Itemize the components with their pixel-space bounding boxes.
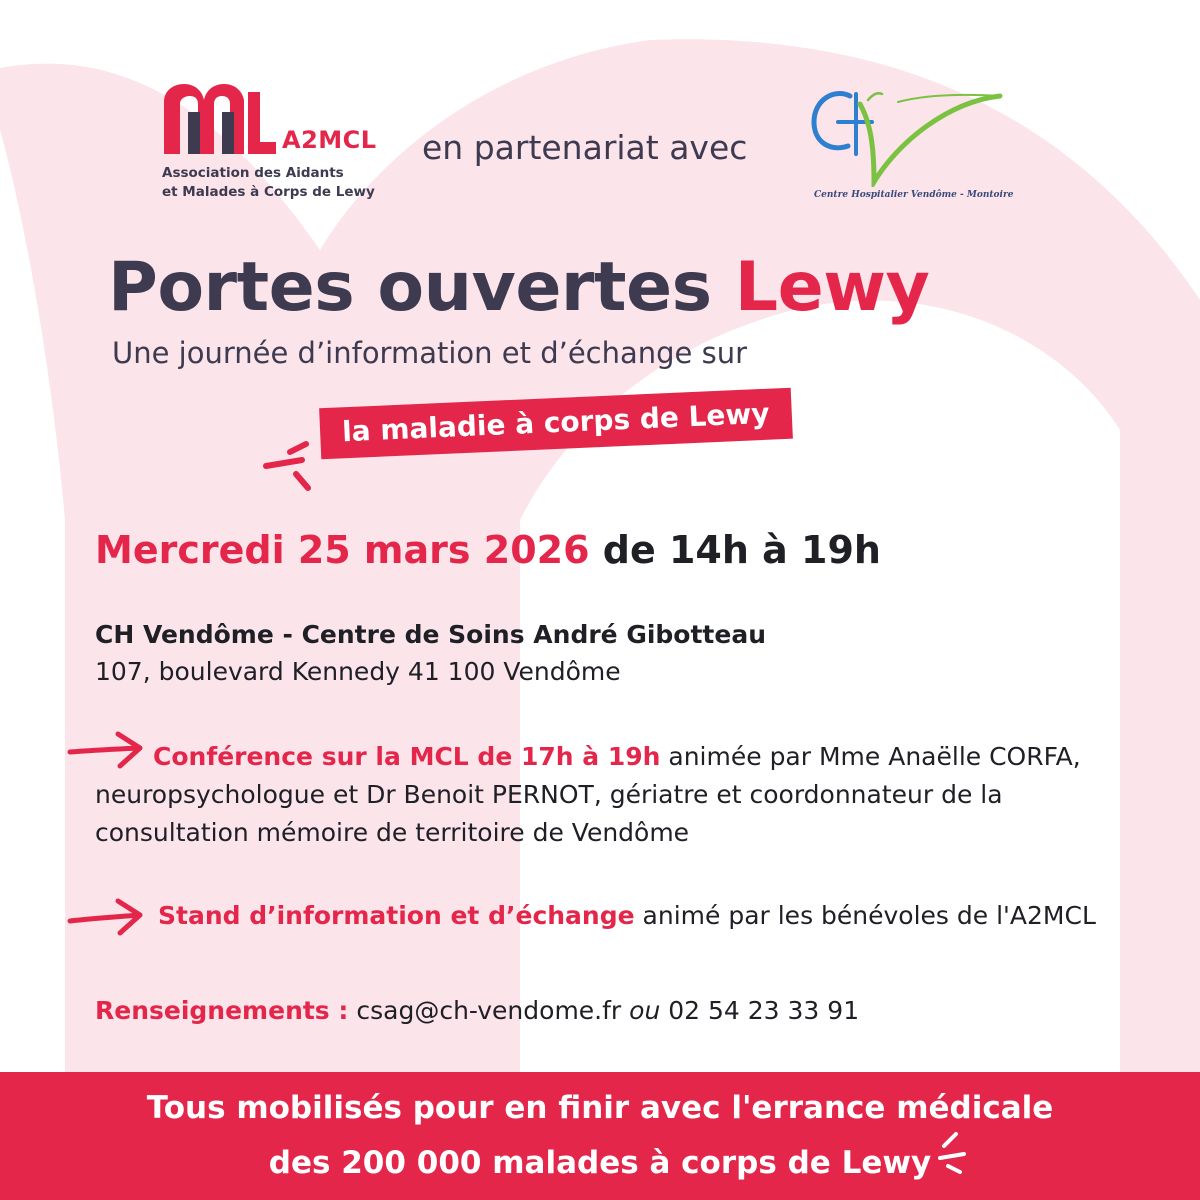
title-main: Portes ouvertes xyxy=(108,248,712,327)
banner-line2: des 200 000 malades à corps de Lewy xyxy=(268,1145,932,1181)
stand-text: animé par les bénévoles de l'A2MCL xyxy=(642,901,1096,930)
a2mcl-logo xyxy=(160,82,395,212)
event-date-time xyxy=(95,528,881,572)
contact-phone[interactable]: 02 54 23 33 91 xyxy=(668,996,860,1025)
contact-label: Renseignements : xyxy=(95,996,349,1025)
contact-email[interactable]: csag@ch-vendome.fr xyxy=(356,996,622,1025)
contact-or: ou xyxy=(629,996,661,1025)
contact-line xyxy=(95,996,859,1025)
a2mcl-tagline xyxy=(162,164,402,202)
page-title xyxy=(108,248,929,327)
event-address: 107, boulevard Kennedy 41 100 Vendôme xyxy=(95,657,621,686)
conference-highlight: Conférence sur la MCL de 17h à 19h xyxy=(153,742,661,771)
a2mcl-name: A2MCL xyxy=(282,126,377,154)
a2mcl-tagline-line1: Association des Aidants xyxy=(162,165,344,181)
a2mcl-logo-mark xyxy=(160,82,280,157)
event-venue: CH Vendôme - Centre de Soins André Gibotteau xyxy=(95,620,767,649)
chv-caption: Centre Hospitalier Vendôme - Montoire xyxy=(814,190,1014,200)
footer-banner xyxy=(0,1072,1200,1200)
conference-item xyxy=(95,738,1155,852)
chv-logo xyxy=(808,82,1013,217)
stand-item xyxy=(158,897,1138,935)
event-time: de 14h à 19h xyxy=(602,528,881,572)
arrow-right-icon xyxy=(66,897,148,937)
conference-text: animée par Mme Anaëlle CORFA, neuropsychologue et Dr Benoit PERNOT, gériatre et coordonnateur de la consultation mémoire de territoire de Vendôme xyxy=(95,742,1081,847)
topic-tag: la maladie à corps de Lewy xyxy=(319,388,792,460)
page-subtitle: Une journée d’information et d’échange sur xyxy=(112,336,748,370)
banner-line1: Tous mobilisés pour en finir avec l'errance médicale xyxy=(146,1090,1054,1126)
emphasis-marks-icon xyxy=(262,440,322,500)
a2mcl-tagline-line2: et Malades à Corps de Lewy xyxy=(162,184,375,200)
partner-text: en partenariat avec xyxy=(422,128,748,167)
emphasis-marks-icon xyxy=(930,1128,978,1176)
stand-highlight: Stand d’information et d’échange xyxy=(158,901,635,930)
chv-logo-mark xyxy=(808,82,1013,187)
title-accent: Lewy xyxy=(734,248,930,327)
event-date: Mercredi 25 mars 2026 xyxy=(95,528,590,572)
